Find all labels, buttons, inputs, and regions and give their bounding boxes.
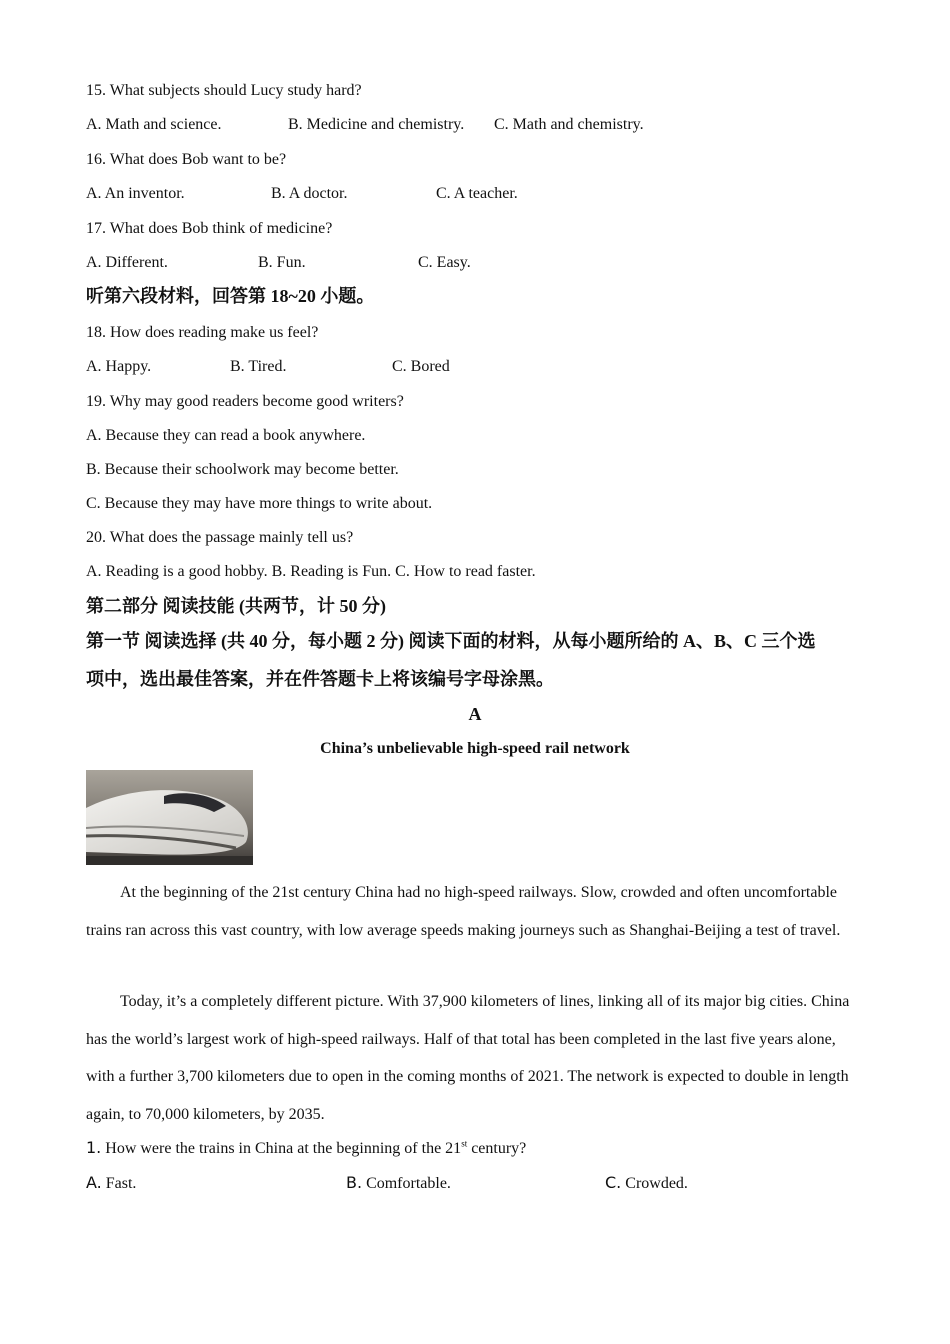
question-1-text-end: century? (467, 1140, 527, 1157)
q15-option-c: C. Math and chemistry. (494, 116, 644, 133)
question-1-superscript: st (461, 1138, 468, 1149)
section-1-heading-line-1: 第一节 阅读选择 (共 40 分，每小题 2 分) 阅读下面的材料，从每小题所给的 A、B、C 三个选 (86, 631, 816, 651)
section-1-heading-line-2: 项中，选出最佳答案，并在件答题卡上将该编号字母涂黑。 (86, 669, 554, 689)
q1-option-b (346, 1173, 451, 1194)
passage-title: China’s unbelievable high-speed rail network (320, 740, 630, 757)
q1-option-c (605, 1173, 688, 1194)
question-15: 15. What subjects should Lucy study hard? (86, 82, 362, 99)
train-icon (86, 770, 253, 865)
q15-option-a: A. Math and science. (86, 116, 222, 133)
q17-option-a: A. Different. (86, 254, 168, 271)
q18-option-a: A. Happy. (86, 358, 152, 375)
question-1-number: 1. (86, 1138, 102, 1157)
paragraph-1: At the beginning of the 21st century China had no high-speed railways. Slow, crowded and often uncomfortable trains ran across this vast country, with low average speeds making journeys such as Shanghai-Beijing a test of travel. (86, 884, 841, 939)
section-6-heading: 听第六段材料，回答第 18~20 小题。 (86, 286, 375, 306)
high-speed-train-photo (86, 770, 253, 865)
q17-option-b: B. Fun. (258, 254, 306, 271)
question-16: 16. What does Bob want to be? (86, 151, 287, 168)
q16-option-c: C. A teacher. (436, 185, 518, 202)
passage-letter: A (468, 704, 482, 724)
question-17: 17. What does Bob think of medicine? (86, 220, 333, 237)
question-1 (86, 1138, 526, 1159)
q15-option-b: B. Medicine and chemistry. (288, 116, 465, 133)
part-2-heading: 第二部分 阅读技能 (共两节，计 50 分) (86, 596, 386, 616)
q1-option-b-text: Comfortable. (366, 1175, 451, 1192)
q18-option-b: B. Tired. (230, 358, 287, 375)
q17-option-c: C. Easy. (418, 254, 471, 271)
q19-option-c: C. Because they may have more things to write about. (86, 495, 433, 512)
q19-option-a: A. Because they can read a book anywhere. (86, 427, 366, 444)
q1-option-b-letter: B. (346, 1173, 363, 1192)
q18-option-c: C. Bored (392, 358, 450, 375)
q20-options: A. Reading is a good hobby. B. Reading is Fun. C. How to read faster. (86, 563, 536, 580)
q1-option-a (86, 1173, 136, 1194)
question-1-text: How were the trains in China at the beginning of the 21 (105, 1140, 462, 1157)
q1-option-c-letter: C. (605, 1173, 622, 1192)
paragraph-2: Today, it’s a completely different picture. With 37,900 kilometers of lines, linking all of its major big cities. China has the world’s largest work of high-speed railways. Half of that total has been completed in the last five years alone, with a further 3,700 kilometers due to open in the coming months of 2021. The network is expected to double in length again, to 70,000 kilometers, by 2035. (86, 993, 850, 1123)
q19-option-b: B. Because their schoolwork may become better. (86, 461, 399, 478)
question-18: 18. How does reading make us feel? (86, 324, 319, 341)
question-19: 19. Why may good readers become good writers? (86, 393, 404, 410)
q16-option-b: B. A doctor. (271, 185, 348, 202)
q16-option-a: A. An inventor. (86, 185, 185, 202)
q1-option-c-text: Crowded. (625, 1175, 688, 1192)
q1-option-a-text: Fast. (105, 1175, 137, 1192)
q1-option-a-letter: A. (86, 1173, 102, 1192)
question-20: 20. What does the passage mainly tell us? (86, 529, 354, 546)
